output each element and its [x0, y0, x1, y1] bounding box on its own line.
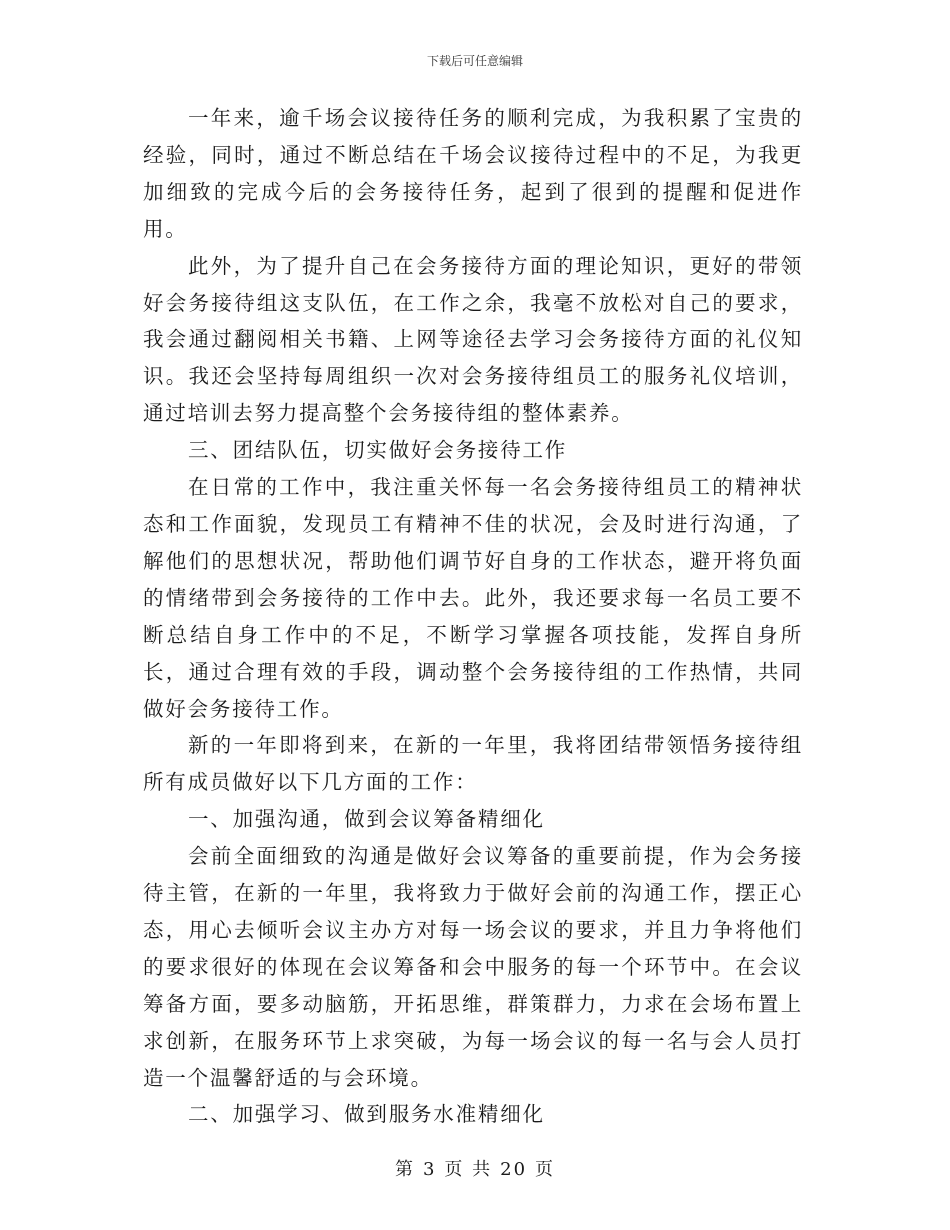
paragraph-2: 此外，为了提升自己在会务接待方面的理论知识，更好的带领好会务接待组这支队伍，在工作之余，我毫不放松对自己的要求，我会通过翻阅相关书籍、上网等途径去学习会务接待方面的礼仪知识。我还会坚持每周组织一次对会务接待组员工的服务礼仪培训，通过培训去努力提高整个会务接待组的整体素养。: [143, 253, 803, 426]
footer-suffix: 页: [535, 1159, 556, 1180]
footer-prefix: 第: [394, 1159, 415, 1180]
footer-middle: 页 共: [444, 1159, 493, 1180]
document-body: [143, 100, 803, 1133]
footer-total-pages: 20: [500, 1159, 528, 1180]
section-heading-6: 一、加强沟通，做到会议筹备精细化: [188, 807, 545, 832]
paragraph-1: 一年来，逾千场会议接待任务的顺利完成，为我积累了宝贵的经验，同时，通过不断总结在千场会议接待过程中的不足，为我更加细致的完成今后的会务接待任务，起到了很到的提醒和促进作用。: [143, 106, 803, 241]
section-heading-3: 三、团结队伍，切实做好会务接待工作: [188, 438, 568, 463]
paragraph-4: 在日常的工作中，我注重关怀每一名会务接待组员工的精神状态和工作面貌，发现员工有精神不佳的状况，会及时进行沟通，了解他们的思想状况，帮助他们调节好自身的工作状态，避开将负面的情绪带到会务接待的工作中去。此外，我还要求每一名员工要不断总结自身工作中的不足，不断学习掌握各项技能，发挥自身所长，通过合理有效的手段，调动整个会务接待组的工作热情，共同做好会务接待工作。: [143, 475, 803, 721]
paragraph-5: 新的一年即将到来，在新的一年里，我将团结带领悟务接待组所有成员做好以下几方面的工作：: [143, 733, 803, 795]
page-footer: [0, 1155, 950, 1181]
section-heading-8: 二、加强学习、做到服务水准精细化: [188, 1102, 545, 1127]
page-header-note: 下载后可任意编辑: [426, 54, 523, 68]
footer-current-page: 3: [422, 1159, 437, 1180]
paragraph-7: 会前全面细致的沟通是做好会议筹备的重要前提，作为会务接待主管，在新的一年里，我将致力于做好会前的沟通工作，摆正心态，用心去倾听会议主办方对每一场会议的要求，并且力争将他们的要求很好的体现在会议筹备和会中服务的每一个环节中。在会议筹备方面，要多动脑筋，开拓思维，群策群力，力求在会场布置上求创新，在服务环节上求突破，为每一场会议的每一名与会人员打造一个温馨舒适的与会环境。: [143, 844, 803, 1090]
